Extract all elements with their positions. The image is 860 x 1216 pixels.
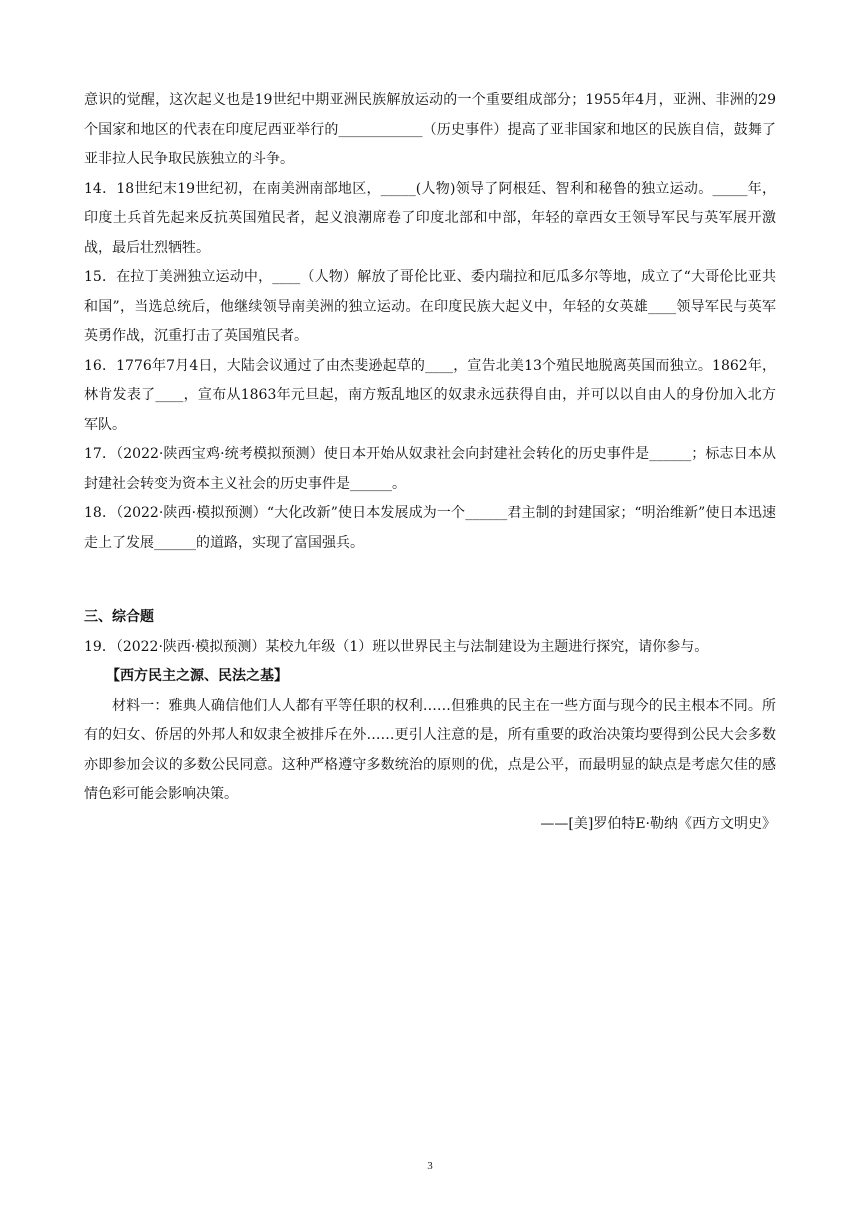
question-15: 15．在拉丁美洲独立运动中，____（人物）解放了哥伦比亚、委内瑞拉和厄瓜多尔等地，成立了“大哥伦比亚共和国”，当选总统后，他继续领导南美洲的独立运动。在印度民族大起义中，年轻的女英雄____领导军民与英军英勇作战，沉重打击了英国殖民者。 [84, 269, 776, 344]
page-content [84, 86, 776, 839]
question-17: 17．（2022·陕西宝鸡·统考模拟预测）使日本开始从奴隶社会向封建社会转化的历史事件是______；标志日本从封建社会转变为资本主义社会的历史事件是______。 [84, 446, 776, 492]
section-title-comprehensive: 三、综合题 [84, 609, 154, 625]
question-18: 18．（2022·陕西·模拟预测）“大化改新”使日本发展成为一个______君主制的封建国家；“明治维新”使日本迅速走上了发展______的道路，实现了富国强兵。 [84, 505, 776, 551]
page-number: 3 [427, 1160, 433, 1172]
material-heading: 【西方民主之源、民法之基】 [106, 668, 288, 684]
question-16: 16．1776年7月4日，大陆会议通过了由杰斐逊起草的____，宣告北美13个殖民地脱离英国而独立。1862年，林肯发表了____，宣布从1863年元旦起，南方叛乱地区的奴隶永远获得自由，并可以以自由人的身份加入北方军队。 [84, 357, 776, 433]
section-spacer [84, 558, 776, 603]
question-14: 14．18世纪末19世纪初，在南美洲南部地区，_____(人物)领导了阿根廷、智利和秘鲁的独立运动。_____年，印度土兵首先起来反抗英国殖民者，起义浪潮席卷了印度北部和中部，年轻的章西女王领导军民与英军展开激战，最后壮烈牺牲。 [84, 180, 776, 256]
question-13-continuation: 意识的觉醒，这次起义也是19世纪中期亚洲民族解放运动的一个重要组成部分；1955年4月，亚洲、非洲的29个国家和地区的代表在印度尼西亚举行的____________（历史事件）提高了亚非国家和地区的民族自信，鼓舞了亚非拉人民争取民族独立的斗争。 [84, 92, 776, 167]
question-19: 19．（2022·陕西·模拟预测）某校九年级（1）班以世界民主与法制建设为主题进行探究，请你参与。 [84, 638, 709, 655]
material-source: ——[美]罗伯特E·勒纳《西方文明史》 [540, 815, 776, 832]
material-one: 材料一：雅典人确信他们人人都有平等任职的权利……但雅典的民主在一些方面与现今的民主根本不同。所有的妇女、侨居的外邦人和奴隶全被排斥在外……更引人注意的是，所有重要的政治决策均要得到公民大会多数亦即参加会议的多数公民同意。这种严格遵守多数统治的原则的优，点是公平，而最明显的缺点是考虑欠佳的感情色彩可能会影响决策。 [84, 697, 776, 802]
